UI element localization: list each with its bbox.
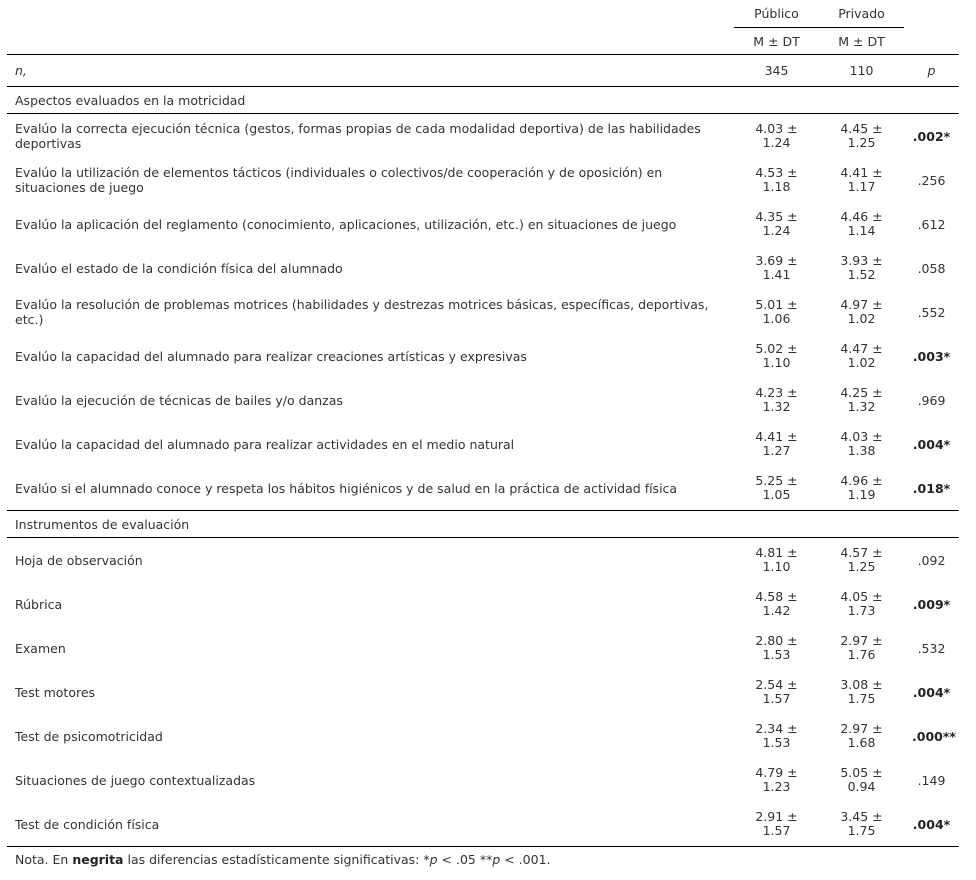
note-p2: p bbox=[492, 852, 501, 867]
public-value-sd: 1.42 bbox=[762, 603, 791, 618]
table-row bbox=[7, 334, 959, 378]
table-note bbox=[15, 852, 551, 867]
public-value bbox=[734, 202, 819, 246]
public-value-sd: 1.53 bbox=[762, 647, 791, 662]
row-label: Test de condición física bbox=[7, 802, 734, 847]
private-value bbox=[819, 758, 904, 802]
p-value: .092 bbox=[917, 552, 946, 568]
private-value-mean: 4.47 ± bbox=[840, 341, 883, 356]
header-stat-empty bbox=[7, 28, 734, 55]
public-value-mean: 4.35 ± bbox=[755, 209, 798, 224]
row-label: Test motores bbox=[15, 684, 96, 700]
private-value bbox=[819, 422, 904, 466]
private-value-sd: 1.68 bbox=[847, 735, 876, 750]
public-value-sd: 1.18 bbox=[762, 179, 791, 194]
row-label: Examen bbox=[15, 640, 66, 656]
header-stat-p-empty bbox=[904, 28, 959, 55]
p-value: .004* bbox=[912, 436, 951, 452]
p-value: .532 bbox=[917, 640, 946, 656]
private-value bbox=[819, 290, 904, 334]
public-value bbox=[734, 466, 819, 511]
header-stat-private: M ± DT bbox=[819, 28, 904, 55]
private-value-sd: 1.75 bbox=[847, 691, 876, 706]
table-row bbox=[7, 378, 959, 422]
private-value-sd: 1.25 bbox=[847, 559, 876, 574]
row-label: Evalúo si el alumnado conoce y respeta los hábitos higiénicos y de salud en la práctica de actividad física bbox=[7, 466, 734, 511]
section-header-row bbox=[7, 87, 959, 114]
table-row bbox=[7, 422, 959, 466]
public-value bbox=[734, 114, 819, 159]
note-mid2: < .05 ** bbox=[437, 852, 493, 867]
public-value bbox=[734, 714, 819, 758]
public-value bbox=[734, 158, 819, 202]
note-middle: las diferencias estadísticamente significativas: * bbox=[123, 852, 430, 867]
header-public: Público bbox=[734, 0, 819, 28]
public-value-mean: 2.34 ± bbox=[755, 721, 798, 736]
n-private: 110 bbox=[819, 55, 904, 87]
public-value bbox=[734, 422, 819, 466]
public-value-sd: 1.53 bbox=[762, 735, 791, 750]
private-value-sd: 1.02 bbox=[847, 355, 876, 370]
row-label: Evalúo la aplicación del reglamento (conocimiento, aplicaciones, utilización, etc.) en situaciones de juego bbox=[15, 216, 677, 232]
row-label: Hoja de observación bbox=[15, 552, 143, 568]
private-value-sd: 1.38 bbox=[847, 443, 876, 458]
private-value-mean: 4.57 ± bbox=[840, 545, 883, 560]
p-value: .018* bbox=[904, 466, 959, 511]
table-row bbox=[7, 290, 959, 334]
private-value-sd: 1.14 bbox=[847, 223, 876, 238]
table-row bbox=[7, 670, 959, 714]
p-value: .256 bbox=[917, 172, 946, 188]
p-value: .004* bbox=[904, 802, 959, 847]
table-row bbox=[7, 538, 959, 583]
public-value bbox=[734, 758, 819, 802]
note-bold-word: negrita bbox=[72, 852, 124, 867]
public-value bbox=[734, 582, 819, 626]
note-p1: p bbox=[429, 852, 438, 867]
row-label: Evalúo la utilización de elementos tácticos (individuales o colectivos/de cooperación y de oposición) en situaciones de juego bbox=[15, 165, 663, 195]
public-value-mean: 3.69 ± bbox=[755, 253, 798, 268]
table-row bbox=[7, 466, 959, 511]
section-title: Aspectos evaluados en la motricidad bbox=[7, 87, 959, 114]
public-value-mean: 4.23 ± bbox=[755, 385, 798, 400]
private-value-sd: 1.19 bbox=[847, 487, 876, 502]
row-label: Situaciones de juego contextualizadas bbox=[15, 772, 256, 788]
public-value bbox=[734, 670, 819, 714]
private-value-mean: 4.25 ± bbox=[840, 385, 883, 400]
private-value bbox=[819, 334, 904, 378]
header-private: Privado bbox=[819, 0, 904, 28]
private-value bbox=[819, 114, 904, 159]
public-value-mean: 5.25 ± bbox=[755, 473, 798, 488]
public-value-sd: 1.27 bbox=[762, 443, 791, 458]
private-value bbox=[819, 538, 904, 583]
public-value-mean: 4.41 ± bbox=[755, 429, 798, 444]
public-value-sd: 1.10 bbox=[762, 355, 791, 370]
private-value-mean: 4.46 ± bbox=[840, 209, 883, 224]
public-value bbox=[734, 538, 819, 583]
private-value bbox=[819, 714, 904, 758]
public-value-sd: 1.32 bbox=[762, 399, 791, 414]
public-value-sd: 1.57 bbox=[762, 823, 791, 838]
row-label: Evalúo la correcta ejecución técnica (gestos, formas propias de cada modalidad deportiva) de las habilidades deportivas bbox=[15, 121, 701, 151]
table-row bbox=[7, 246, 959, 290]
public-value bbox=[734, 378, 819, 422]
header-stat-public: M ± DT bbox=[734, 28, 819, 55]
p-value: .002* bbox=[912, 128, 951, 144]
public-value-mean: 4.58 ± bbox=[755, 589, 798, 604]
p-value: .058 bbox=[917, 260, 946, 276]
public-value-mean: 4.03 ± bbox=[755, 121, 798, 136]
header-row-stats bbox=[7, 28, 959, 55]
row-label: Evalúo la ejecución de técnicas de bailes y/o danzas bbox=[15, 392, 343, 408]
private-value-sd: 1.32 bbox=[847, 399, 876, 414]
section-title: Instrumentos de evaluación bbox=[7, 511, 959, 538]
private-value-mean: 4.05 ± bbox=[840, 589, 883, 604]
public-value bbox=[734, 334, 819, 378]
note-prefix: Nota. En bbox=[15, 852, 73, 867]
p-value: .552 bbox=[917, 304, 946, 320]
section-header-row bbox=[7, 511, 959, 538]
public-value-sd: 1.10 bbox=[762, 559, 791, 574]
private-value-mean: 4.97 ± bbox=[840, 297, 883, 312]
private-value-sd: 1.76 bbox=[847, 647, 876, 662]
private-value-sd: 0.94 bbox=[847, 779, 876, 794]
header-empty-cell bbox=[7, 0, 734, 28]
p-value: .969 bbox=[917, 392, 946, 408]
table-row bbox=[7, 202, 959, 246]
public-value-mean: 2.54 ± bbox=[755, 677, 798, 692]
public-value-sd: 1.41 bbox=[762, 267, 791, 282]
row-label: Evalúo la resolución de problemas motrices (habilidades y destrezas motrices básicas, específicas, deportivas, etc.) bbox=[15, 297, 709, 327]
public-value-sd: 1.05 bbox=[762, 487, 791, 502]
p-value: .009* bbox=[912, 596, 951, 612]
table-row bbox=[7, 802, 959, 847]
public-value-sd: 1.24 bbox=[762, 223, 791, 238]
public-value-mean: 5.01 ± bbox=[755, 297, 798, 312]
private-value bbox=[819, 626, 904, 670]
private-value-mean: 2.97 ± bbox=[840, 633, 883, 648]
row-label: Evalúo el estado de la condición física del alumnado bbox=[15, 260, 343, 276]
header-empty-p bbox=[904, 0, 959, 28]
private-value bbox=[819, 378, 904, 422]
private-value bbox=[819, 158, 904, 202]
sample-size-row bbox=[7, 55, 959, 87]
p-value: .612 bbox=[917, 216, 946, 232]
public-value-sd: 1.23 bbox=[762, 779, 791, 794]
p-value: .149 bbox=[917, 772, 946, 788]
p-value: .004* bbox=[912, 684, 951, 700]
private-value-sd: 1.17 bbox=[847, 179, 876, 194]
public-value-sd: 1.57 bbox=[762, 691, 791, 706]
private-value bbox=[819, 582, 904, 626]
private-value bbox=[819, 202, 904, 246]
public-value bbox=[734, 246, 819, 290]
private-value bbox=[819, 802, 904, 847]
public-value bbox=[734, 802, 819, 847]
private-value-mean: 2.97 ± bbox=[840, 721, 883, 736]
table-row bbox=[7, 626, 959, 670]
private-value bbox=[819, 670, 904, 714]
n-label: n, bbox=[7, 55, 734, 87]
private-value-sd: 1.73 bbox=[847, 603, 876, 618]
comparison-table bbox=[7, 0, 959, 847]
public-value-mean: 4.53 ± bbox=[755, 165, 798, 180]
p-value: .000** bbox=[912, 728, 956, 744]
p-header: p bbox=[904, 55, 959, 87]
private-value-mean: 4.41 ± bbox=[840, 165, 883, 180]
header-row-groups bbox=[7, 0, 959, 28]
public-value-mean: 5.02 ± bbox=[755, 341, 798, 356]
n-public: 345 bbox=[734, 55, 819, 87]
table-row bbox=[7, 114, 959, 159]
private-value-mean: 3.93 ± bbox=[840, 253, 883, 268]
private-value-mean: 3.08 ± bbox=[840, 677, 883, 692]
p-value: .003* bbox=[912, 348, 951, 364]
table-row bbox=[7, 582, 959, 626]
private-value bbox=[819, 246, 904, 290]
public-value-mean: 4.79 ± bbox=[755, 765, 798, 780]
private-value-sd: 1.25 bbox=[847, 135, 876, 150]
private-value-mean: 3.45 ± bbox=[840, 809, 883, 824]
row-label: Evalúo la capacidad del alumnado para realizar actividades en el medio natural bbox=[15, 436, 515, 452]
row-label: Evalúo la capacidad del alumnado para realizar creaciones artísticas y expresivas bbox=[15, 348, 527, 364]
public-value bbox=[734, 626, 819, 670]
private-value-mean: 4.03 ± bbox=[840, 429, 883, 444]
note-suffix: < .001. bbox=[500, 852, 551, 867]
public-value-mean: 2.91 ± bbox=[755, 809, 798, 824]
public-value-sd: 1.06 bbox=[762, 311, 791, 326]
private-value bbox=[819, 466, 904, 511]
private-value-mean: 4.96 ± bbox=[840, 473, 883, 488]
table-row bbox=[7, 158, 959, 202]
row-label: Rúbrica bbox=[15, 596, 63, 612]
row-label: Test de psicomotricidad bbox=[15, 728, 163, 744]
table-row bbox=[7, 758, 959, 802]
private-value-sd: 1.02 bbox=[847, 311, 876, 326]
public-value-mean: 4.81 ± bbox=[755, 545, 798, 560]
table-row bbox=[7, 714, 959, 758]
public-value-mean: 2.80 ± bbox=[755, 633, 798, 648]
private-value-mean: 4.45 ± bbox=[840, 121, 883, 136]
public-value-sd: 1.24 bbox=[762, 135, 791, 150]
public-value bbox=[734, 290, 819, 334]
private-value-sd: 1.75 bbox=[847, 823, 876, 838]
private-value-mean: 5.05 ± bbox=[840, 765, 883, 780]
private-value-sd: 1.52 bbox=[847, 267, 876, 282]
